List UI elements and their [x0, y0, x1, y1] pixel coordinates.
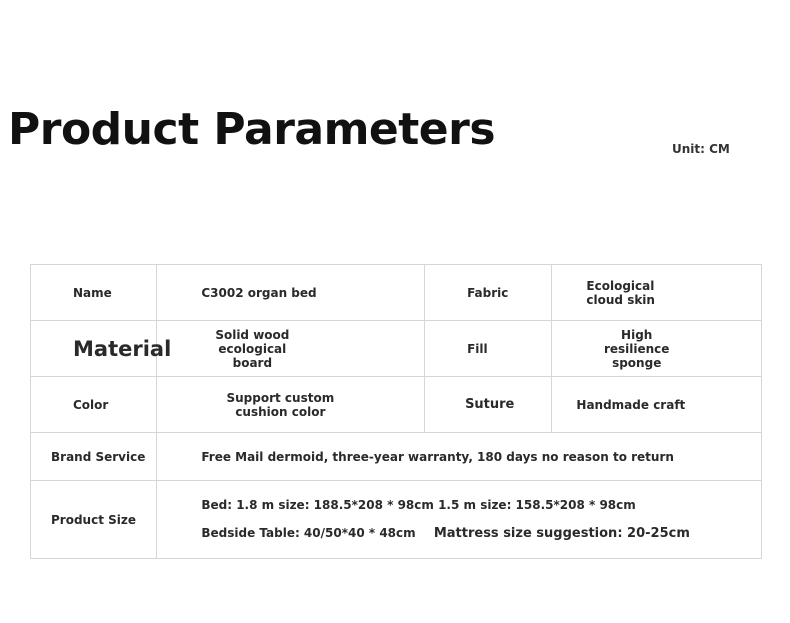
unit-label: Unit: CM [672, 142, 730, 156]
value-material: Solid wood ecological board [215, 327, 290, 370]
table-row-product-size [31, 481, 762, 559]
value-bed-size: Bed: 1.8 m size: 188.5*208 * 98cm 1.5 m size: 158.5*208 * 98cm [201, 498, 636, 512]
value-name: C3002 organ bed [157, 265, 425, 321]
label-product-size: Product Size [31, 481, 157, 559]
page-title: Product Parameters [8, 104, 496, 155]
value-color: Support custom cushion color [226, 390, 335, 419]
table-row-color [31, 377, 762, 433]
parameters-table [30, 264, 762, 559]
label-fabric: Fabric [425, 265, 552, 321]
value-suture: Handmade craft [552, 377, 762, 433]
table-row-brand-service [31, 433, 762, 481]
value-fabric: Ecological cloud skin [586, 278, 655, 307]
value-bedside-size: Bedside Table: 40/50*40 * 48cm [201, 526, 416, 540]
table-row-material [31, 321, 762, 377]
label-suture: Suture [425, 377, 552, 433]
value-brand-service: Free Mail dermoid, three-year warranty, 180 days no reason to return [157, 433, 762, 481]
table-row-name [31, 265, 762, 321]
label-color: Color [31, 377, 157, 433]
label-brand-service: Brand Service [31, 433, 157, 481]
value-mattress-suggestion: Mattress size suggestion: 20-25cm [433, 526, 690, 541]
label-name: Name [31, 265, 157, 321]
label-material: Material [31, 321, 157, 377]
value-fill: High resilience sponge [603, 327, 670, 370]
label-fill: Fill [425, 321, 552, 377]
